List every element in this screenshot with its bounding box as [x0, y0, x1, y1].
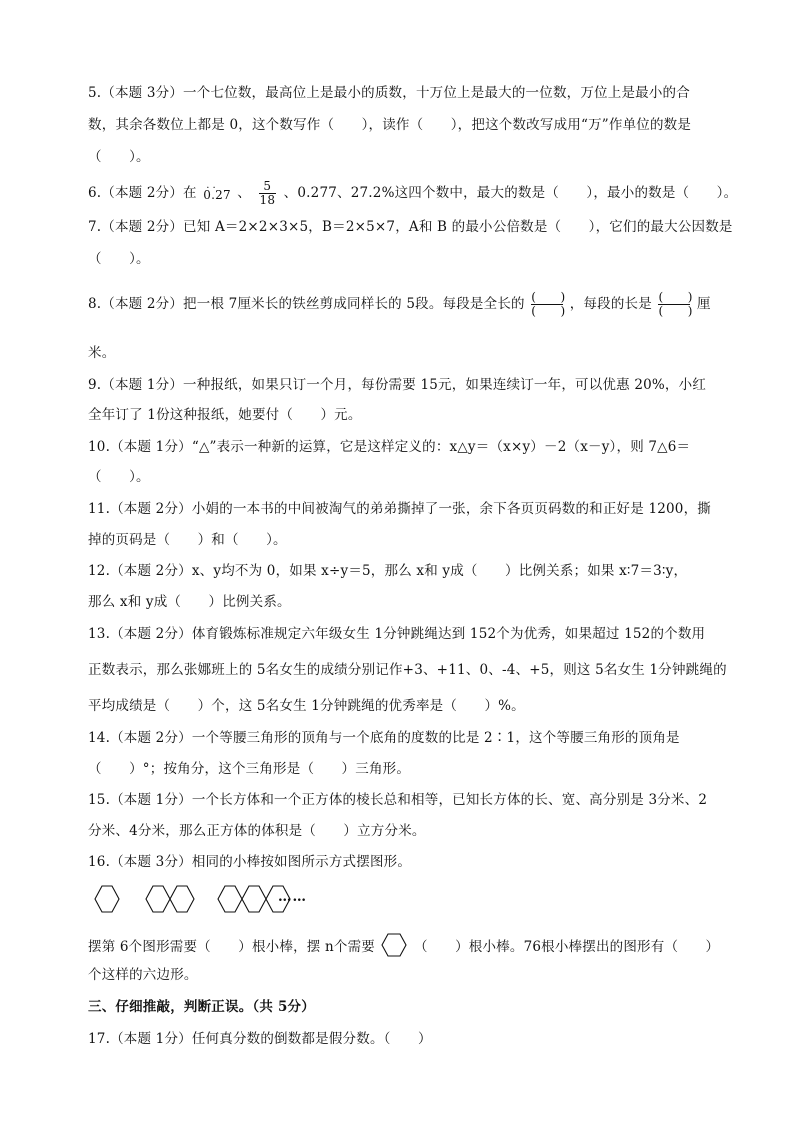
q6-prefix: 6.（本题 2分）在 [88, 185, 197, 201]
q8-frac1-num: ( ) [531, 290, 566, 304]
q5-line2: 数，其余各数位上都是 0，这个数写作（ ），读作（ ），把这个数改写成用“万”作单位的数是 [88, 117, 692, 133]
q15-line1: 15.（本题 1分）一个长方体和一个正方体的棱长总和相等，已知长方体的长、宽、高分别是 3分米、2 [88, 792, 708, 808]
q7-line2: （ ）。 [88, 251, 150, 267]
hexagon-fig1 [95, 886, 119, 912]
q6-decimal-value: 0.27 [203, 188, 231, 202]
q5-line3: （ ）。 [88, 149, 150, 165]
q5-line1: 5.（本题 3分）一个七位数，最高位上是最小的质数，十万位上是最大的一位数，万位上是最小的合 [88, 85, 690, 101]
q6-repeating-decimal [203, 180, 231, 204]
q11-line2: 掉的页码是（ ）和（ ）。 [88, 532, 287, 548]
q6-repeat-dots: .. [206, 180, 219, 191]
q6-fraction [259, 180, 277, 207]
q8-middle: ，每段的长是 [569, 296, 652, 312]
q12-line2: 那么 x和 y成（ ）比例关系。 [88, 594, 291, 610]
q16-ellipsis: …… [278, 889, 307, 905]
q15-line2: 分米、4分米，那么正方体的体积是（ ）立方分米。 [88, 823, 426, 839]
hexagon-fig3a [218, 886, 242, 912]
q6-line [88, 180, 737, 207]
section3-heading: 三、仔细推敲，判断正误。（共 5分） [88, 999, 315, 1015]
q16-line3 [88, 932, 719, 958]
q10-line1: 10.（本题 1分）“△”表示一种新的运算，它是这样定义的：x△y＝（x×y）－2（x－y），则 7△6＝ [88, 439, 691, 455]
q8-fraction-blank-2 [658, 290, 693, 318]
q13-line1: 13.（本题 2分）体育锻炼标准规定六年级女生 1分钟跳绳达到 152个为优秀，如果超过 152的个数用 [88, 626, 706, 642]
q8-unit1: 厘 [696, 296, 711, 312]
q9-line1: 9.（本题 1分）一种报纸，如果只订一个月，每份需要 15元，如果连续订一年，可以优惠 20%，小红 [88, 377, 707, 393]
q8-prefix: 8.（本题 2分）把一根 7厘米长的铁丝剪成同样长的 5段。每段是全长的 [88, 296, 525, 312]
q11-line1: 11.（本题 2分）小娟的一本书的中间被淘气的弟弟撕掉了一张，余下各页页码数的和正好是 1200，撕 [88, 501, 711, 517]
q14-line1: 14.（本题 2分）一个等腰三角形的顶角与一个底角的度数的比是 2∶1，这个等腰三角形的顶角是 [88, 730, 680, 746]
q8-frac2-den: ( ) [658, 304, 693, 318]
q8-line1 [88, 291, 711, 318]
q12-line1: 12.（本题 2分）x、y均不为 0，如果 x÷y＝5，那么 x和 y成（ ）比例关系；如果 x∶7＝3∶y， [88, 563, 688, 579]
q6-frac-num: 5 [259, 180, 277, 194]
q17-line: 17.（本题 1分）任何真分数的倒数都是假分数。（ ） [88, 1031, 432, 1047]
q6-sep: 、 [237, 185, 251, 201]
q7-line1: 7.（本题 2分）已知 A＝2×2×3×5，B＝2×5×7，A和 B 的最小公倍数是（ ），它们的最大公因数是 [88, 219, 733, 235]
q8-line2: 米。 [88, 345, 116, 361]
q13-line2: 正数表示，那么张娜班上的 5名女生的成绩分别记作+3、+11、0、-4、+5，则这 5名女生 1分钟跳绳的 [88, 662, 727, 678]
q10-line2: （ ）。 [88, 469, 150, 485]
q8-frac2-num: ( ) [658, 290, 693, 304]
q13-line3: 平均成绩是（ ）个，这 5名女生 1分钟跳绳的优秀率是（ ）%。 [88, 698, 525, 714]
q16-hexagon-figures [88, 883, 328, 915]
q16-line4: 个这样的六边形。 [88, 967, 198, 983]
q16-line3-a: 摆第 6个图形需要（ ）根小棒，摆 n个需要 [88, 939, 375, 955]
q14-line2: （ ）°；按角分，这个三角形是（ ）三角形。 [88, 761, 411, 777]
q8-frac1-den: ( ) [531, 304, 566, 318]
q16-line3-b: （ ）根小棒。76根小棒摆出的图形有（ ） [413, 939, 720, 955]
q8-fraction-blank-1 [531, 290, 566, 318]
q6-suffix: 、0.277、27.2%这四个数中，最大的数是（ ），最小的数是（ ）。 [283, 185, 738, 201]
hexagon-icon [380, 932, 408, 958]
hexagon-fig2b [170, 886, 194, 912]
hexagon-fig2a [146, 886, 170, 912]
q6-frac-den: 18 [259, 193, 276, 207]
q9-line2: 全年订了 1份这种报纸，她要付（ ）元。 [88, 407, 362, 423]
hexagon-fig3b [242, 886, 266, 912]
q16-line1: 16.（本题 3分）相同的小棒按如图所示方式摆图形。 [88, 854, 412, 870]
